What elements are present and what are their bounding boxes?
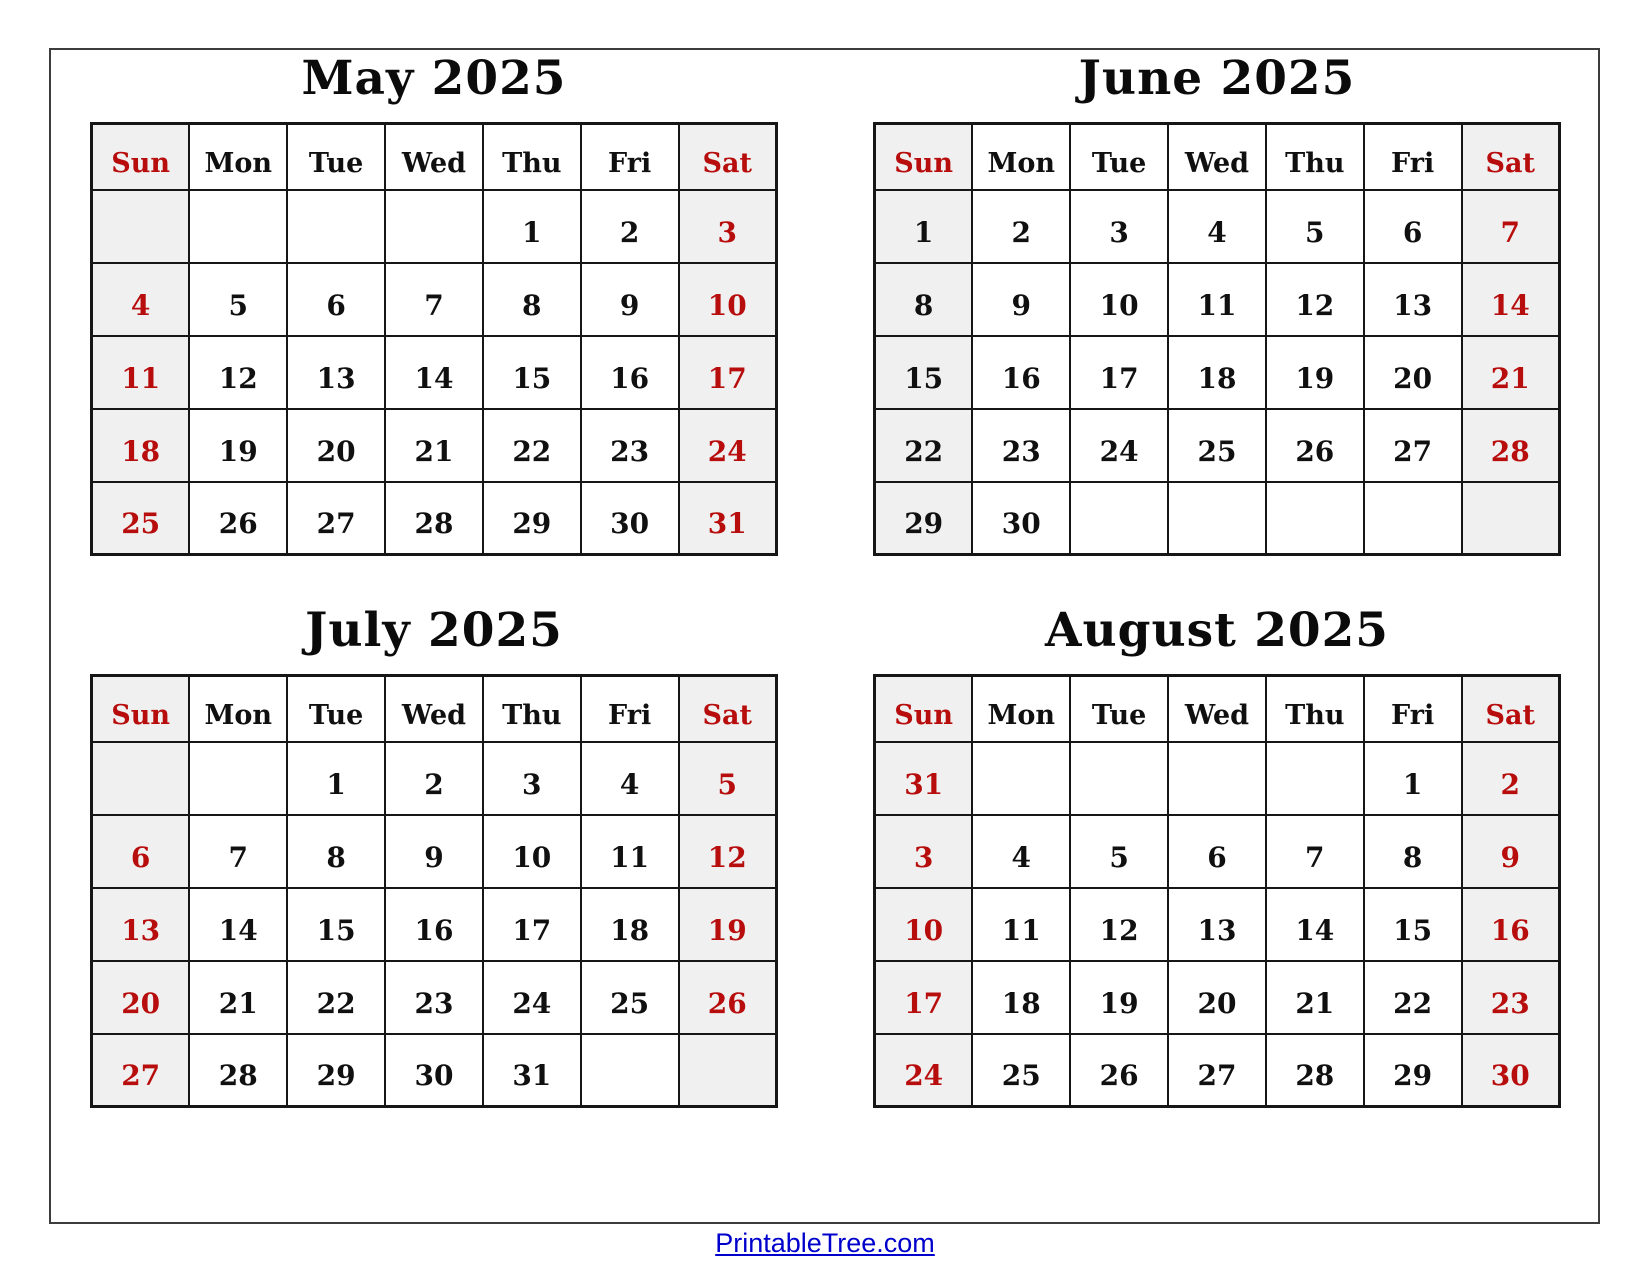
day-cell-6: 6 (1364, 190, 1462, 263)
empty-day-cell (385, 190, 483, 263)
empty-day-cell (1168, 482, 1266, 555)
weekday-header-thu: Thu (1266, 676, 1364, 742)
day-cell-1: 1 (483, 190, 581, 263)
week-row (875, 409, 1560, 482)
day-cell-23: 23 (972, 409, 1070, 482)
day-cell-4: 4 (92, 263, 190, 336)
weekday-header-row (92, 676, 777, 742)
day-cell-20: 20 (287, 409, 385, 482)
day-cell-5: 5 (189, 263, 287, 336)
day-cell-13: 13 (1364, 263, 1462, 336)
weekday-header-mon: Mon (189, 124, 287, 190)
day-cell-4: 4 (972, 815, 1070, 888)
empty-day-cell (1266, 482, 1364, 555)
day-cell-29: 29 (483, 482, 581, 555)
day-cell-16: 16 (972, 336, 1070, 409)
weekday-header-thu: Thu (1266, 124, 1364, 190)
day-cell-17: 17 (875, 961, 973, 1034)
weekday-header-mon: Mon (972, 124, 1070, 190)
day-cell-10: 10 (679, 263, 777, 336)
day-cell-19: 19 (1266, 336, 1364, 409)
day-cell-26: 26 (1070, 1034, 1168, 1107)
week-row (92, 1034, 777, 1107)
day-cell-22: 22 (287, 961, 385, 1034)
day-cell-15: 15 (1364, 888, 1462, 961)
day-cell-5: 5 (679, 742, 777, 815)
week-row (875, 336, 1560, 409)
day-cell-21: 21 (1266, 961, 1364, 1034)
day-cell-11: 11 (972, 888, 1070, 961)
empty-day-cell (1070, 482, 1168, 555)
day-cell-30: 30 (1462, 1034, 1560, 1107)
weekday-header-row (875, 676, 1560, 742)
week-row (92, 263, 777, 336)
empty-day-cell (92, 190, 190, 263)
empty-day-cell (189, 190, 287, 263)
week-row (92, 336, 777, 409)
day-cell-10: 10 (1070, 263, 1168, 336)
weekday-header-sat: Sat (1462, 676, 1560, 742)
week-row (875, 888, 1560, 961)
day-cell-5: 5 (1070, 815, 1168, 888)
empty-day-cell (1266, 742, 1364, 815)
day-cell-11: 11 (1168, 263, 1266, 336)
empty-day-cell (972, 742, 1070, 815)
weekday-header-sun: Sun (92, 124, 190, 190)
day-cell-7: 7 (385, 263, 483, 336)
weekday-header-row (875, 124, 1560, 190)
day-cell-4: 4 (1168, 190, 1266, 263)
day-cell-31: 31 (875, 742, 973, 815)
weekday-header-sun: Sun (875, 676, 973, 742)
day-cell-23: 23 (385, 961, 483, 1034)
week-row (92, 742, 777, 815)
weekday-header-wed: Wed (1168, 676, 1266, 742)
day-cell-19: 19 (679, 888, 777, 961)
week-row (875, 190, 1560, 263)
week-row (92, 482, 777, 555)
day-cell-9: 9 (972, 263, 1070, 336)
day-cell-8: 8 (287, 815, 385, 888)
day-cell-1: 1 (287, 742, 385, 815)
day-cell-30: 30 (581, 482, 679, 555)
month-grid-august (873, 674, 1561, 1108)
day-cell-2: 2 (385, 742, 483, 815)
day-cell-24: 24 (483, 961, 581, 1034)
weekday-header-sat: Sat (679, 124, 777, 190)
week-row (875, 961, 1560, 1034)
month-block-june (873, 46, 1561, 556)
day-cell-6: 6 (1168, 815, 1266, 888)
day-cell-14: 14 (1462, 263, 1560, 336)
day-cell-8: 8 (875, 263, 973, 336)
weekday-header-fri: Fri (1364, 676, 1462, 742)
month-block-august (873, 598, 1561, 1108)
day-cell-27: 27 (1364, 409, 1462, 482)
weekday-header-tue: Tue (287, 124, 385, 190)
day-cell-3: 3 (1070, 190, 1168, 263)
day-cell-25: 25 (92, 482, 190, 555)
day-cell-5: 5 (1266, 190, 1364, 263)
day-cell-7: 7 (1266, 815, 1364, 888)
empty-day-cell (1070, 742, 1168, 815)
day-cell-21: 21 (1462, 336, 1560, 409)
weekday-header-tue: Tue (287, 676, 385, 742)
day-cell-16: 16 (1462, 888, 1560, 961)
month-title-may: May 2025 (301, 51, 567, 106)
day-cell-27: 27 (92, 1034, 190, 1107)
week-row (92, 815, 777, 888)
day-cell-7: 7 (1462, 190, 1560, 263)
weekday-header-sun: Sun (875, 124, 973, 190)
day-cell-23: 23 (581, 409, 679, 482)
empty-day-cell (92, 742, 190, 815)
month-title-june: June 2025 (1078, 51, 1356, 106)
week-row (875, 482, 1560, 555)
day-cell-14: 14 (1266, 888, 1364, 961)
day-cell-15: 15 (483, 336, 581, 409)
day-cell-9: 9 (581, 263, 679, 336)
week-row (875, 1034, 1560, 1107)
week-row (875, 742, 1560, 815)
day-cell-22: 22 (1364, 961, 1462, 1034)
day-cell-19: 19 (1070, 961, 1168, 1034)
day-cell-17: 17 (1070, 336, 1168, 409)
day-cell-31: 31 (679, 482, 777, 555)
day-cell-6: 6 (92, 815, 190, 888)
day-cell-18: 18 (972, 961, 1070, 1034)
day-cell-25: 25 (1168, 409, 1266, 482)
day-cell-8: 8 (1364, 815, 1462, 888)
day-cell-2: 2 (581, 190, 679, 263)
day-cell-17: 17 (679, 336, 777, 409)
weekday-header-wed: Wed (385, 676, 483, 742)
day-cell-31: 31 (483, 1034, 581, 1107)
day-cell-3: 3 (875, 815, 973, 888)
weekday-header-tue: Tue (1070, 124, 1168, 190)
day-cell-2: 2 (1462, 742, 1560, 815)
month-block-july (90, 598, 778, 1108)
day-cell-12: 12 (1070, 888, 1168, 961)
day-cell-12: 12 (1266, 263, 1364, 336)
day-cell-20: 20 (1168, 961, 1266, 1034)
day-cell-24: 24 (1070, 409, 1168, 482)
day-cell-11: 11 (581, 815, 679, 888)
day-cell-9: 9 (385, 815, 483, 888)
empty-day-cell (1462, 482, 1560, 555)
day-cell-22: 22 (875, 409, 973, 482)
day-cell-28: 28 (189, 1034, 287, 1107)
month-grid-july (90, 674, 778, 1108)
month-title-july: July 2025 (305, 603, 563, 658)
day-cell-15: 15 (287, 888, 385, 961)
day-cell-2: 2 (972, 190, 1070, 263)
day-cell-13: 13 (92, 888, 190, 961)
weekday-header-sat: Sat (1462, 124, 1560, 190)
day-cell-30: 30 (385, 1034, 483, 1107)
day-cell-10: 10 (875, 888, 973, 961)
footer (0, 1228, 1650, 1259)
day-cell-15: 15 (875, 336, 973, 409)
weekday-header-fri: Fri (581, 124, 679, 190)
day-cell-28: 28 (385, 482, 483, 555)
day-cell-1: 1 (875, 190, 973, 263)
day-cell-23: 23 (1462, 961, 1560, 1034)
weekday-header-thu: Thu (483, 124, 581, 190)
week-row (92, 409, 777, 482)
week-row (92, 888, 777, 961)
day-cell-18: 18 (92, 409, 190, 482)
weekday-header-mon: Mon (972, 676, 1070, 742)
week-row (92, 961, 777, 1034)
day-cell-6: 6 (287, 263, 385, 336)
day-cell-21: 21 (385, 409, 483, 482)
day-cell-25: 25 (972, 1034, 1070, 1107)
day-cell-18: 18 (1168, 336, 1266, 409)
week-row (92, 190, 777, 263)
day-cell-3: 3 (483, 742, 581, 815)
weekday-header-fri: Fri (581, 676, 679, 742)
month-title-august: August 2025 (1044, 603, 1390, 658)
day-cell-14: 14 (189, 888, 287, 961)
day-cell-30: 30 (972, 482, 1070, 555)
day-cell-28: 28 (1462, 409, 1560, 482)
weekday-header-mon: Mon (189, 676, 287, 742)
day-cell-27: 27 (1168, 1034, 1266, 1107)
day-cell-26: 26 (679, 961, 777, 1034)
day-cell-29: 29 (287, 1034, 385, 1107)
day-cell-18: 18 (581, 888, 679, 961)
printabletree-link[interactable]: PrintableTree.com (715, 1228, 935, 1258)
week-row (875, 263, 1560, 336)
day-cell-16: 16 (385, 888, 483, 961)
empty-day-cell (1168, 742, 1266, 815)
day-cell-29: 29 (875, 482, 973, 555)
weekday-header-row (92, 124, 777, 190)
day-cell-26: 26 (189, 482, 287, 555)
empty-day-cell (1364, 482, 1462, 555)
month-block-may (90, 46, 778, 556)
week-row (875, 815, 1560, 888)
empty-day-cell (287, 190, 385, 263)
day-cell-13: 13 (287, 336, 385, 409)
day-cell-22: 22 (483, 409, 581, 482)
day-cell-14: 14 (385, 336, 483, 409)
day-cell-19: 19 (189, 409, 287, 482)
day-cell-24: 24 (679, 409, 777, 482)
day-cell-9: 9 (1462, 815, 1560, 888)
weekday-header-thu: Thu (483, 676, 581, 742)
day-cell-20: 20 (1364, 336, 1462, 409)
day-cell-26: 26 (1266, 409, 1364, 482)
weekday-header-fri: Fri (1364, 124, 1462, 190)
month-grid-may (90, 122, 778, 556)
day-cell-25: 25 (581, 961, 679, 1034)
day-cell-7: 7 (189, 815, 287, 888)
day-cell-13: 13 (1168, 888, 1266, 961)
empty-day-cell (581, 1034, 679, 1107)
day-cell-16: 16 (581, 336, 679, 409)
day-cell-11: 11 (92, 336, 190, 409)
weekday-header-wed: Wed (1168, 124, 1266, 190)
month-grid-june (873, 122, 1561, 556)
day-cell-29: 29 (1364, 1034, 1462, 1107)
weekday-header-sun: Sun (92, 676, 190, 742)
day-cell-8: 8 (483, 263, 581, 336)
empty-day-cell (679, 1034, 777, 1107)
day-cell-20: 20 (92, 961, 190, 1034)
weekday-header-wed: Wed (385, 124, 483, 190)
day-cell-24: 24 (875, 1034, 973, 1107)
day-cell-27: 27 (287, 482, 385, 555)
weekday-header-tue: Tue (1070, 676, 1168, 742)
day-cell-12: 12 (679, 815, 777, 888)
empty-day-cell (189, 742, 287, 815)
day-cell-4: 4 (581, 742, 679, 815)
day-cell-21: 21 (189, 961, 287, 1034)
day-cell-12: 12 (189, 336, 287, 409)
day-cell-10: 10 (483, 815, 581, 888)
day-cell-17: 17 (483, 888, 581, 961)
day-cell-1: 1 (1364, 742, 1462, 815)
weekday-header-sat: Sat (679, 676, 777, 742)
day-cell-3: 3 (679, 190, 777, 263)
day-cell-28: 28 (1266, 1034, 1364, 1107)
